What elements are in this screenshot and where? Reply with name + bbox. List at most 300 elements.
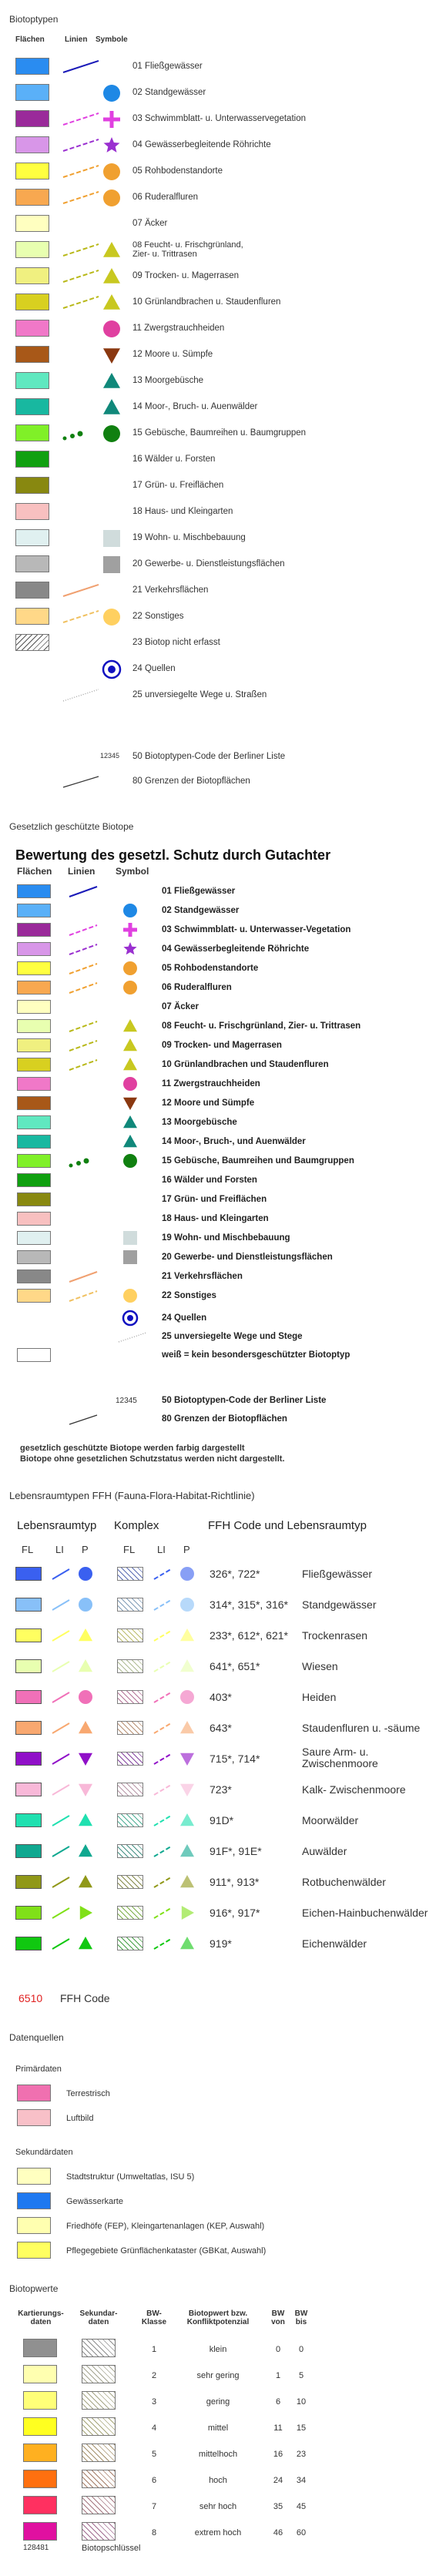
geschuetzt-label: 01 Fließgewässer (162, 887, 236, 896)
geschuetzt-row (0, 881, 446, 900)
ffh-area-swatch (15, 1752, 42, 1766)
biotopwert-kart-swatch (23, 2339, 57, 2357)
ffh-complex-swatch (117, 1783, 143, 1796)
biotopwert-bis: 10 (296, 2397, 307, 2407)
line-style-icon (49, 1719, 72, 1736)
biotop-row (0, 288, 446, 311)
primaer-label: Primärdaten (15, 2064, 62, 2074)
biotopwert-sek-swatch (82, 2496, 116, 2514)
ffh-area-swatch (15, 1813, 42, 1827)
circle-symbol-icon (179, 1689, 196, 1706)
biotopwert-text: klein (209, 2345, 227, 2354)
ffh-complex-swatch (117, 1567, 143, 1581)
biotopwert-kart-swatch (23, 2417, 57, 2436)
bw-h-von (270, 2309, 287, 2326)
biotopwert-text: sehr gering (196, 2371, 240, 2380)
line-style-icon (66, 1018, 100, 1035)
ffh-name: Auwälder (302, 1845, 347, 1857)
datenquelle-row (0, 2106, 446, 2128)
header2-symbol: Symbol (116, 866, 149, 877)
geschuetzt-label: 02 Standgewässer (162, 906, 240, 915)
ffh-complex-swatch (117, 1721, 143, 1735)
biotop-label: 24 Quellen (132, 664, 176, 673)
ffh-h-fl: FL (22, 1544, 34, 1555)
circle-symbol-icon (120, 1075, 140, 1092)
ffh-area-swatch (15, 1844, 42, 1858)
line-style-icon (151, 1812, 174, 1829)
ffh-area-swatch (15, 1783, 42, 1796)
code-sample: 12345 (100, 752, 120, 760)
wege2-row (0, 1327, 446, 1345)
triangle-symbol-icon (100, 293, 123, 313)
area-swatch (17, 1212, 51, 1226)
datenquelle-label: Friedhöfe (FEP), Kleingartenanlagen (KEP, Auswahl) (66, 2222, 265, 2231)
triangle-symbol-icon (100, 240, 123, 260)
quelle-symbol-icon (100, 659, 123, 679)
triangle-symbol-icon (120, 1018, 140, 1035)
biotop-label: 09 Trocken- u. Magerrasen (132, 271, 240, 280)
biotopwert-bis: 5 (298, 2371, 304, 2380)
ffh-row (0, 1592, 446, 1615)
biotopwert-klasse: 3 (151, 2397, 157, 2407)
ffh-complex-swatch (117, 1659, 143, 1673)
line-style-icon (151, 1750, 174, 1767)
ffh-area-swatch (15, 1690, 42, 1704)
geschuetzt-label: 22 Sonstiges (162, 1291, 216, 1300)
area-swatch (17, 1115, 51, 1129)
line-style-icon (151, 1843, 174, 1860)
line-style-icon (60, 240, 102, 259)
geschuetzt-label: 15 Gebüsche, Baumreihen und Baumgruppen (162, 1156, 354, 1166)
biotopwert-row (0, 2517, 446, 2544)
line-style-icon (66, 960, 100, 977)
line-style-icon (60, 267, 102, 285)
weiss-swatch (17, 1348, 51, 1362)
border-line-icon (60, 772, 102, 790)
geschuetzt-row (0, 1170, 446, 1189)
biotop-label: 23 Biotop nicht erfasst (132, 638, 220, 647)
line-style-icon (49, 1565, 72, 1582)
biotopwert-von: 16 (273, 2450, 283, 2459)
line-style-icon (60, 424, 102, 442)
area-swatch (15, 293, 49, 310)
ffh-row (0, 1684, 446, 1707)
geschuetzt-row (0, 1266, 446, 1285)
circle-symbol-icon (120, 1152, 140, 1169)
quellen2-label: 24 Quellen (162, 1313, 207, 1323)
line-style-icon (60, 686, 102, 704)
line-style-icon (60, 162, 102, 180)
ffh-name: Eichenwälder (302, 1937, 367, 1950)
bw-h-pot (176, 2309, 260, 2326)
biotop-label: 15 Gebüsche, Baumreihen u. Baumgruppen (132, 428, 307, 438)
biotop-label: 10 Grünlandbrachen u. Staudenfluren (132, 297, 281, 307)
ffh-name: Wiesen (302, 1660, 338, 1672)
geschuetzt-row (0, 1016, 446, 1035)
square-symbol-icon (120, 1249, 140, 1266)
ffh-complex-swatch (117, 1906, 143, 1920)
ffh-row (0, 1807, 446, 1830)
triangle-right-symbol-icon (179, 1904, 196, 1921)
line-style-icon (66, 1056, 100, 1073)
area-swatch (17, 1019, 51, 1033)
bw-h-pot-text: Biotopwert bzw. Konfliktpotenzial (186, 2309, 250, 2326)
biotop-row (0, 157, 446, 180)
ffh-name: Heiden (302, 1691, 337, 1703)
triangle-symbol-icon (179, 1812, 196, 1829)
biotop-row (0, 131, 446, 154)
line-style-icon (151, 1781, 174, 1798)
geschuetzt-label: 05 Rohbodenstandorte (162, 964, 259, 973)
section-title-biotopwerte: Biotopwerte (9, 2283, 59, 2294)
biotop-label: 18 Haus- und Kleingarten (132, 507, 233, 516)
line-style-icon (151, 1719, 174, 1736)
biotop-label: 19 Wohn- u. Mischbebauung (132, 533, 246, 542)
geschuetzt-row (0, 1035, 446, 1054)
ffh-name: Kalk- Zwischenmoore (302, 1783, 406, 1796)
biotop-label: 20 Gewerbe- u. Dienstleistungsflächen (132, 559, 285, 569)
line-style-icon (49, 1596, 72, 1613)
line-style-icon (49, 1750, 72, 1767)
plus-symbol-icon (100, 109, 123, 129)
geschuetzt-label: 21 Verkehrsflächen (162, 1272, 243, 1281)
geschuetzt-label: 17 Grün- und Freiflächen (162, 1195, 267, 1204)
geschuetzt-row (0, 1189, 446, 1208)
geschuetzt-row (0, 1247, 446, 1266)
circle-symbol-icon (120, 1287, 140, 1304)
area-swatch (17, 1000, 51, 1014)
line-style-icon (60, 188, 102, 206)
line-style-icon (66, 979, 100, 996)
line-style-icon (49, 1935, 72, 1952)
area-swatch (17, 1173, 51, 1187)
geschuetzt-row (0, 1151, 446, 1169)
circle-symbol-icon (120, 960, 140, 977)
circle-symbol-icon (100, 162, 123, 182)
ffh-h-li: LI (55, 1544, 64, 1555)
ffh-name: Staudenfluren u. -säume (302, 1722, 421, 1734)
biotopwert-klasse: 6 (151, 2476, 157, 2485)
datenquelle-label: Stadtstruktur (Umweltatlas, ISU 5) (66, 2172, 195, 2182)
triangle-symbol-icon (77, 1658, 94, 1675)
biotop-label: 21 Verkehrsflächen (132, 585, 209, 595)
key-label: Biotopschlüssel (82, 2544, 141, 2553)
line-style-icon (66, 883, 100, 900)
biotop-row (0, 550, 446, 573)
biotop-row (0, 262, 446, 285)
circle-symbol-icon (100, 319, 123, 339)
geschuetzt-label: 06 Ruderalfluren (162, 983, 232, 992)
bw-h-sek (74, 2309, 123, 2326)
line-style-icon (60, 57, 102, 75)
area-swatch (15, 241, 49, 258)
area-swatch (15, 555, 49, 572)
ffh-complex-swatch (117, 1598, 143, 1612)
area-swatch (15, 634, 49, 651)
square-symbol-icon (100, 528, 123, 548)
square-symbol-icon (100, 555, 123, 575)
biotopwert-kart-swatch (23, 2522, 57, 2541)
ffh-code: 403* (210, 1691, 232, 1703)
star-symbol-icon (100, 136, 123, 156)
biotop-row (0, 681, 446, 704)
area-swatch (17, 981, 51, 995)
area-swatch (15, 267, 49, 284)
area-swatch (15, 608, 49, 625)
geschuetzt-label: 11 Zwergstrauchheiden (162, 1079, 260, 1088)
ffh-complex-swatch (117, 1937, 143, 1950)
header-flaechen: Flächen (15, 35, 45, 44)
triangle-symbol-icon (77, 1873, 94, 1890)
triangle-symbol-icon (179, 1873, 196, 1890)
border2-row (0, 1409, 446, 1427)
ffh-area-swatch (15, 1598, 42, 1612)
ffh-area-swatch (15, 1721, 42, 1735)
ffh-h-fl2: FL (123, 1544, 136, 1555)
header-symbole: Symbole (96, 35, 128, 44)
biotop-row (0, 79, 446, 102)
datenquelle-row (0, 2239, 446, 2260)
ffh-complex-swatch (117, 1813, 143, 1827)
ffh-code: 911*, 913* (210, 1876, 260, 1888)
area-swatch (15, 451, 49, 468)
ffh-code: 326*, 722* (210, 1568, 260, 1580)
line-style-icon (66, 1268, 100, 1285)
border-row-label: 80 Grenzen der Biotopflächen (132, 776, 250, 786)
geschuetzt-row (0, 1074, 446, 1092)
ffh-row (0, 1746, 446, 1769)
geschuetzt-label: 09 Trocken- und Magerrasen (162, 1041, 282, 1050)
triangle-down-symbol-icon (77, 1750, 94, 1767)
circle-symbol-icon (100, 607, 123, 627)
triangle-symbol-icon (179, 1935, 196, 1952)
section-title-ffh: Lebensraumtypen FFH (Fauna-Flora-Habitat-Richtlinie) (9, 1490, 255, 1501)
star-symbol-icon (120, 941, 140, 958)
datenquelle-label: Gewässerkarte (66, 2197, 123, 2206)
biotop-row (0, 367, 446, 390)
circle-symbol-icon (120, 902, 140, 919)
biotopwert-von: 35 (273, 2502, 283, 2511)
border2-label: 80 Grenzen der Biotopflächen (162, 1414, 287, 1424)
line-style-icon (151, 1596, 174, 1613)
area-swatch (15, 110, 49, 127)
circle-symbol-icon (179, 1596, 196, 1613)
geschuetzt-row (0, 1286, 446, 1304)
biotop-label: 22 Sonstiges (132, 612, 184, 621)
ffh-name: Trockenrasen (302, 1629, 368, 1642)
biotopwert-sek-swatch (82, 2391, 116, 2410)
circle-symbol-icon (120, 979, 140, 996)
datenquelle-swatch (17, 2085, 51, 2101)
biotop-row (0, 445, 446, 468)
triangle-symbol-icon (77, 1812, 94, 1829)
section-title-datenquellen: Datenquellen (9, 2032, 64, 2043)
triangle-symbol-icon (77, 1843, 94, 1860)
ffh-header-code: FFH Code und Lebensraumtyp (208, 1519, 367, 1532)
geschuetzt-row (0, 1055, 446, 1073)
code2-row (0, 1390, 446, 1409)
biotop-label: 14 Moor-, Bruch- u. Auenwälder (132, 402, 258, 411)
biotopwert-row (0, 2413, 446, 2439)
biotopwert-von: 11 (273, 2423, 283, 2433)
datenquelle-swatch (17, 2168, 51, 2185)
line-style-icon (151, 1565, 174, 1582)
code2-sample: 12345 (116, 1397, 137, 1405)
biotop-label: 06 Ruderalfluren (132, 193, 199, 202)
biotop-row (0, 498, 446, 521)
ffh-name: Standgewässer (302, 1598, 377, 1611)
geschuetzt-label: 18 Haus- und Kleingarten (162, 1214, 269, 1223)
biotopwert-klasse: 7 (151, 2502, 157, 2511)
biotopwert-sek-swatch (82, 2339, 116, 2357)
biotop-row (0, 524, 446, 547)
ffh-complex-swatch (117, 1752, 143, 1766)
area-swatch (17, 1135, 51, 1149)
biotopwert-von: 6 (275, 2397, 281, 2407)
biotop-label: 05 Rohbodenstandorte (132, 166, 223, 176)
area-swatch (17, 1192, 51, 1206)
datenquelle-row (0, 2165, 446, 2186)
ffh-complex-swatch (117, 1875, 143, 1889)
biotopwert-sek-swatch (82, 2522, 116, 2541)
biotopwert-klasse: 8 (151, 2528, 157, 2537)
area-swatch (15, 84, 49, 101)
ffh-row (0, 1869, 446, 1892)
ffh-row (0, 1930, 446, 1954)
circle-symbol-icon (100, 188, 123, 208)
biotop-row (0, 471, 446, 495)
biotop-label: 02 Standgewässer (132, 88, 206, 97)
header2-linien: Linien (68, 866, 96, 877)
datenquelle-swatch (17, 2192, 51, 2209)
area-swatch (15, 320, 49, 337)
area-swatch (17, 942, 51, 956)
biotop-label: 11 Zwergstrauchheiden (132, 324, 225, 333)
biotopwert-row (0, 2386, 446, 2413)
datenquelle-label: Terrestrisch (66, 2089, 110, 2098)
biotopwert-sek-swatch (82, 2417, 116, 2436)
geschuetzt-row (0, 997, 446, 1015)
area-swatch (15, 477, 49, 494)
biotopwert-bis: 0 (298, 2345, 304, 2354)
geschuetzt-row (0, 920, 446, 938)
area-swatch (15, 163, 49, 179)
bw-h-sek-text: Sekundar- daten (79, 2309, 118, 2326)
triangle-down-symbol-icon (179, 1750, 196, 1767)
line-style-icon (60, 581, 102, 599)
biotop-row (0, 393, 446, 416)
ffh-row (0, 1622, 446, 1645)
biotopwert-row (0, 2334, 446, 2360)
ffh-code: 91F*, 91E* (210, 1845, 262, 1857)
wege-line-icon (116, 1328, 149, 1345)
ffh-area-swatch (15, 1875, 42, 1889)
biotop-row (0, 314, 446, 337)
area-swatch (15, 503, 49, 520)
area-swatch (15, 582, 49, 599)
circle-symbol-icon (100, 424, 123, 444)
bw-h-kart (15, 2309, 66, 2326)
quelle-icon (120, 1310, 140, 1327)
ffh-row (0, 1561, 446, 1584)
ffh-area-swatch (15, 1628, 42, 1642)
biotop-row (0, 340, 446, 364)
biotop-row (0, 183, 446, 206)
area-swatch (15, 398, 49, 415)
area-swatch (17, 1038, 51, 1052)
biotop-row (0, 655, 446, 678)
ffh-row (0, 1653, 446, 1676)
note-1: gesetzlich geschützte Biotope werden farbig dargestellt (20, 1444, 245, 1453)
ffh-area-swatch (15, 1659, 42, 1673)
ffh-code: 723* (210, 1783, 232, 1796)
biotop-label: 07 Äcker (132, 219, 168, 228)
biotop-label: 17 Grün- u. Freiflächen (132, 481, 224, 490)
bw-h-klasse-text: BW- Klasse (141, 2309, 167, 2326)
triangle-symbol-icon (77, 1935, 94, 1952)
area-swatch (15, 58, 49, 75)
geschuetzt-label: 14 Moor-, Bruch-, und Auenwälder (162, 1137, 306, 1146)
datenquelle-row (0, 2214, 446, 2236)
area-swatch (17, 1077, 51, 1091)
triangle-symbol-icon (179, 1843, 196, 1860)
triangle-down-symbol-icon (77, 1781, 94, 1798)
geschuetzt-label: 04 Gewässerbegleitende Röhrichte (162, 944, 310, 954)
weiss-row (0, 1345, 446, 1363)
area-swatch (15, 529, 49, 546)
line-style-icon (151, 1627, 174, 1644)
code2-label: 50 Biotoptypen-Code der Berliner Liste (162, 1396, 327, 1405)
biotop-label: 16 Wälder u. Forsten (132, 454, 216, 464)
ffh-name: Rotbuchenwälder (302, 1876, 386, 1888)
area-swatch (17, 904, 51, 917)
geschuetzt-label: 20 Gewerbe- und Dienstleistungsflächen (162, 1253, 333, 1262)
ffh-name: Fließgewässer (302, 1568, 373, 1580)
biotopwert-sek-swatch (82, 2365, 116, 2383)
circle-symbol-icon (77, 1689, 94, 1706)
area-swatch (15, 136, 49, 153)
biotop-row (0, 602, 446, 626)
biotop-row (0, 236, 446, 259)
biotopwert-kart-swatch (23, 2496, 57, 2514)
ffh-row (0, 1715, 446, 1738)
triangle-symbol-icon (120, 1037, 140, 1054)
biotopwert-sek-swatch (82, 2444, 116, 2462)
ffh-h-li2: LI (157, 1544, 166, 1555)
geschuetzt-row (0, 901, 446, 919)
biotop-row (0, 52, 446, 75)
bw-h-kart-text: Kartierungs- daten (18, 2309, 64, 2326)
biotopwert-kart-swatch (23, 2365, 57, 2383)
biotopwert-von: 1 (275, 2371, 281, 2380)
geschuetzt-row (0, 939, 446, 958)
geschuetzt-row (0, 1112, 446, 1131)
line-style-icon (66, 941, 100, 958)
geschuetzt-row (0, 958, 446, 977)
area-swatch (15, 215, 49, 232)
area-swatch (15, 424, 49, 441)
line-style-icon (60, 607, 102, 626)
datenquelle-label: Luftbild (66, 2114, 94, 2123)
line-style-icon (151, 1873, 174, 1890)
ffh-code: 916*, 917* (210, 1907, 260, 1919)
biotopwert-row (0, 2360, 446, 2386)
bw-h-klasse (139, 2309, 169, 2326)
area-swatch (15, 346, 49, 363)
bewertung-heading: Bewertung des gesetzl. Schutz durch Gutachter (15, 847, 331, 863)
triangle-symbol-icon (179, 1658, 196, 1675)
ffh-code: 91D* (210, 1814, 234, 1826)
